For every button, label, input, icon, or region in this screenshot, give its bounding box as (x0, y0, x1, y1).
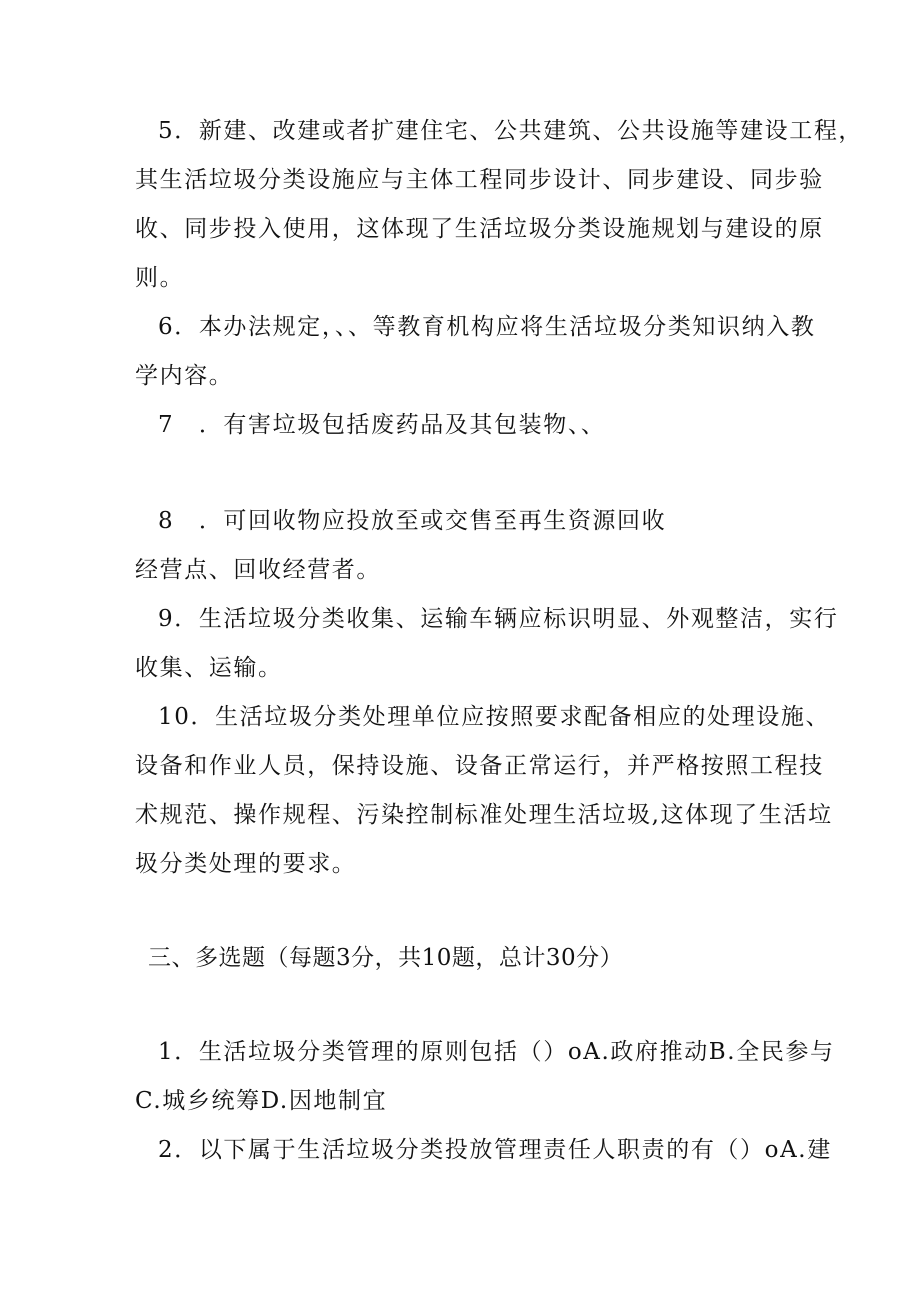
mq1-line-1: 1．生活垃圾分类管理的原则包括（）oA.政府推动B.全民参与 (158, 1039, 835, 1065)
q6-line-1: 6．本办法规定，、、等教育机构应将生活垃圾分类知识纳入教 (158, 314, 816, 340)
q5-line-3: 收、同步投入使用，这体现了生活垃圾分类设施规划与建设的原 (135, 216, 824, 242)
q9-line-1: 9．生活垃圾分类收集、运输车辆应标识明显、外观整洁，实行 (158, 606, 839, 632)
mq2-line-1: 2．以下属于生活垃圾分类投放管理责任人职责的有（）oA.建 (158, 1137, 832, 1163)
section-3-title: 三、多选题（每题3分，共10题，总计30分） (148, 945, 624, 971)
q6-line-2: 学内容。 (135, 363, 234, 389)
q8-line-1: 8 ．可回收物应投放至或交售至再生资源回收 (158, 508, 667, 534)
q10-line-4: 圾分类处理的要求。 (135, 851, 357, 877)
q5-line-2: 其生活垃圾分类设施应与主体工程同步设计、同步建设、同步验 (135, 167, 824, 193)
q10-line-3: 术规范、操作规程、污染控制标准处理生活垃圾,这体现了生活垃 (135, 802, 833, 828)
q10-line-2: 设备和作业人员，保持设施、设备正常运行，并严格按照工程技 (135, 753, 824, 779)
q10-line-1: 10．生活垃圾分类处理单位应按照要求配备相应的处理设施、 (158, 704, 831, 730)
q5-line-1: 5．新建、改建或者扩建住宅、公共建筑、公共设施等建设工程， (158, 118, 864, 144)
q9-line-2: 收集、运输。 (135, 655, 283, 681)
mq1-line-2: C.城乡统筹D.因地制宜 (135, 1088, 388, 1114)
q5-line-4: 则。 (135, 265, 185, 291)
q8-line-2: 经营点、回收经营者。 (135, 557, 381, 583)
q7-line-1: 7 ．有害垃圾包括废药品及其包装物、、 (158, 412, 606, 438)
